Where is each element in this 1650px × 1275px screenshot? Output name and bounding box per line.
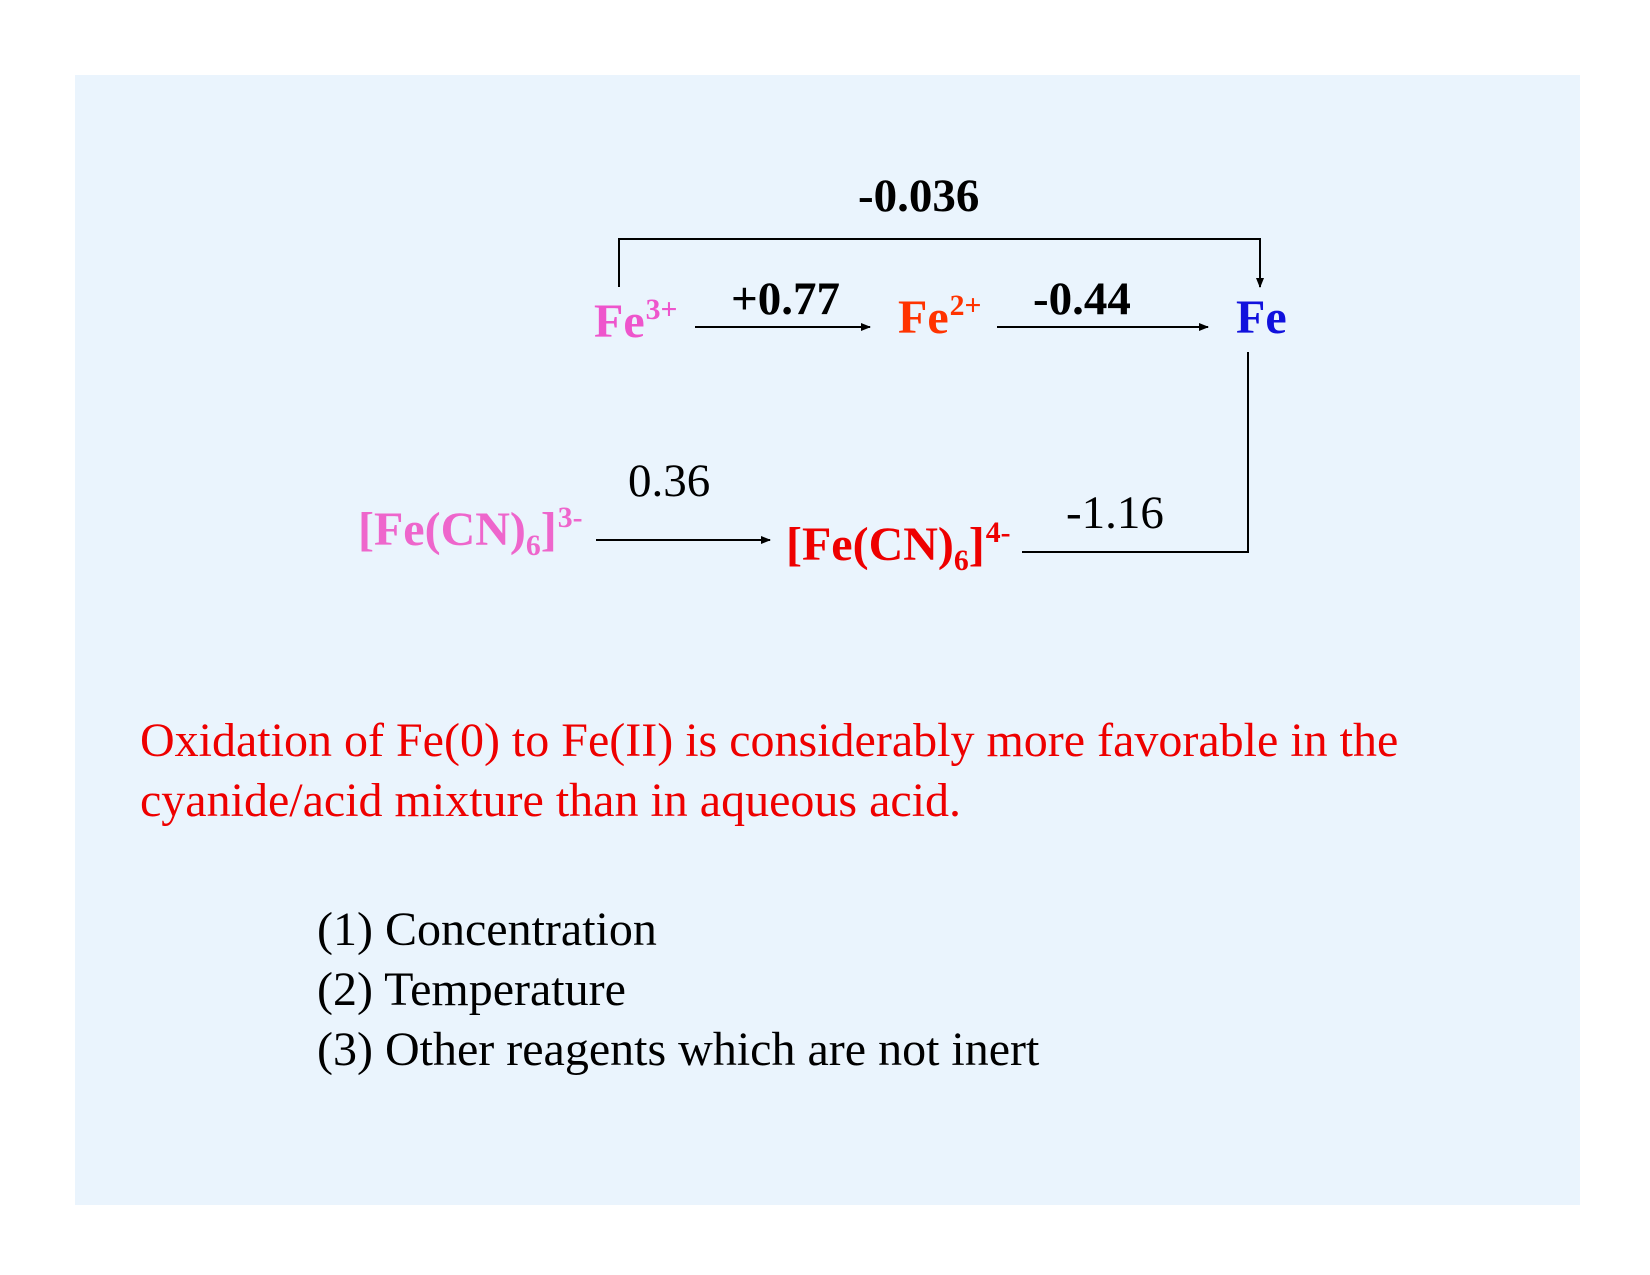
ferrocyanide-charge: 4- (985, 515, 1011, 549)
ferro-to-fe-potential: -1.16 (1066, 487, 1164, 539)
ferricyanide-bracket: ] (540, 503, 557, 556)
ferri-to-ferro-potential: 0.36 (628, 455, 711, 507)
fe3-symbol: Fe (594, 295, 645, 348)
ferricyanide-formula: [Fe(CN) (358, 503, 526, 556)
fe3-to-fe2-potential: +0.77 (731, 273, 841, 325)
fe3-species (594, 292, 678, 348)
top-potential-label: -0.036 (858, 170, 980, 222)
fe2-symbol: Fe (898, 291, 949, 344)
fe3-charge: 3+ (645, 292, 678, 326)
oxidation-note: Oxidation of Fe(0) to Fe(II) is considerably more favorable in the cyanide/acid mixture than in aqueous acid. (140, 714, 1399, 827)
ferricyanide-species (358, 500, 583, 562)
ferrocyanide-formula: [Fe(CN) (786, 518, 954, 571)
fe2-to-fe-potential: -0.44 (1033, 273, 1131, 325)
factor-item: (1) Concentration (317, 903, 657, 956)
ferrocyanide-subscript: 6 (953, 543, 969, 577)
ferricyanide-charge: 3- (557, 500, 583, 534)
ferricyanide-subscript: 6 (525, 528, 541, 562)
factors-list (317, 900, 1039, 1080)
factor-item: (2) Temperature (317, 963, 626, 1016)
fe-species: Fe (1236, 291, 1287, 344)
ferrocyanide-species (786, 515, 1011, 577)
factor-item: (3) Other reagents which are not inert (317, 1023, 1040, 1076)
ferrocyanide-bracket: ] (968, 518, 985, 571)
fe2-species (898, 288, 982, 344)
fe2-charge: 2+ (949, 288, 982, 322)
fe3-to-fe-bracket-arrow (619, 239, 1260, 287)
